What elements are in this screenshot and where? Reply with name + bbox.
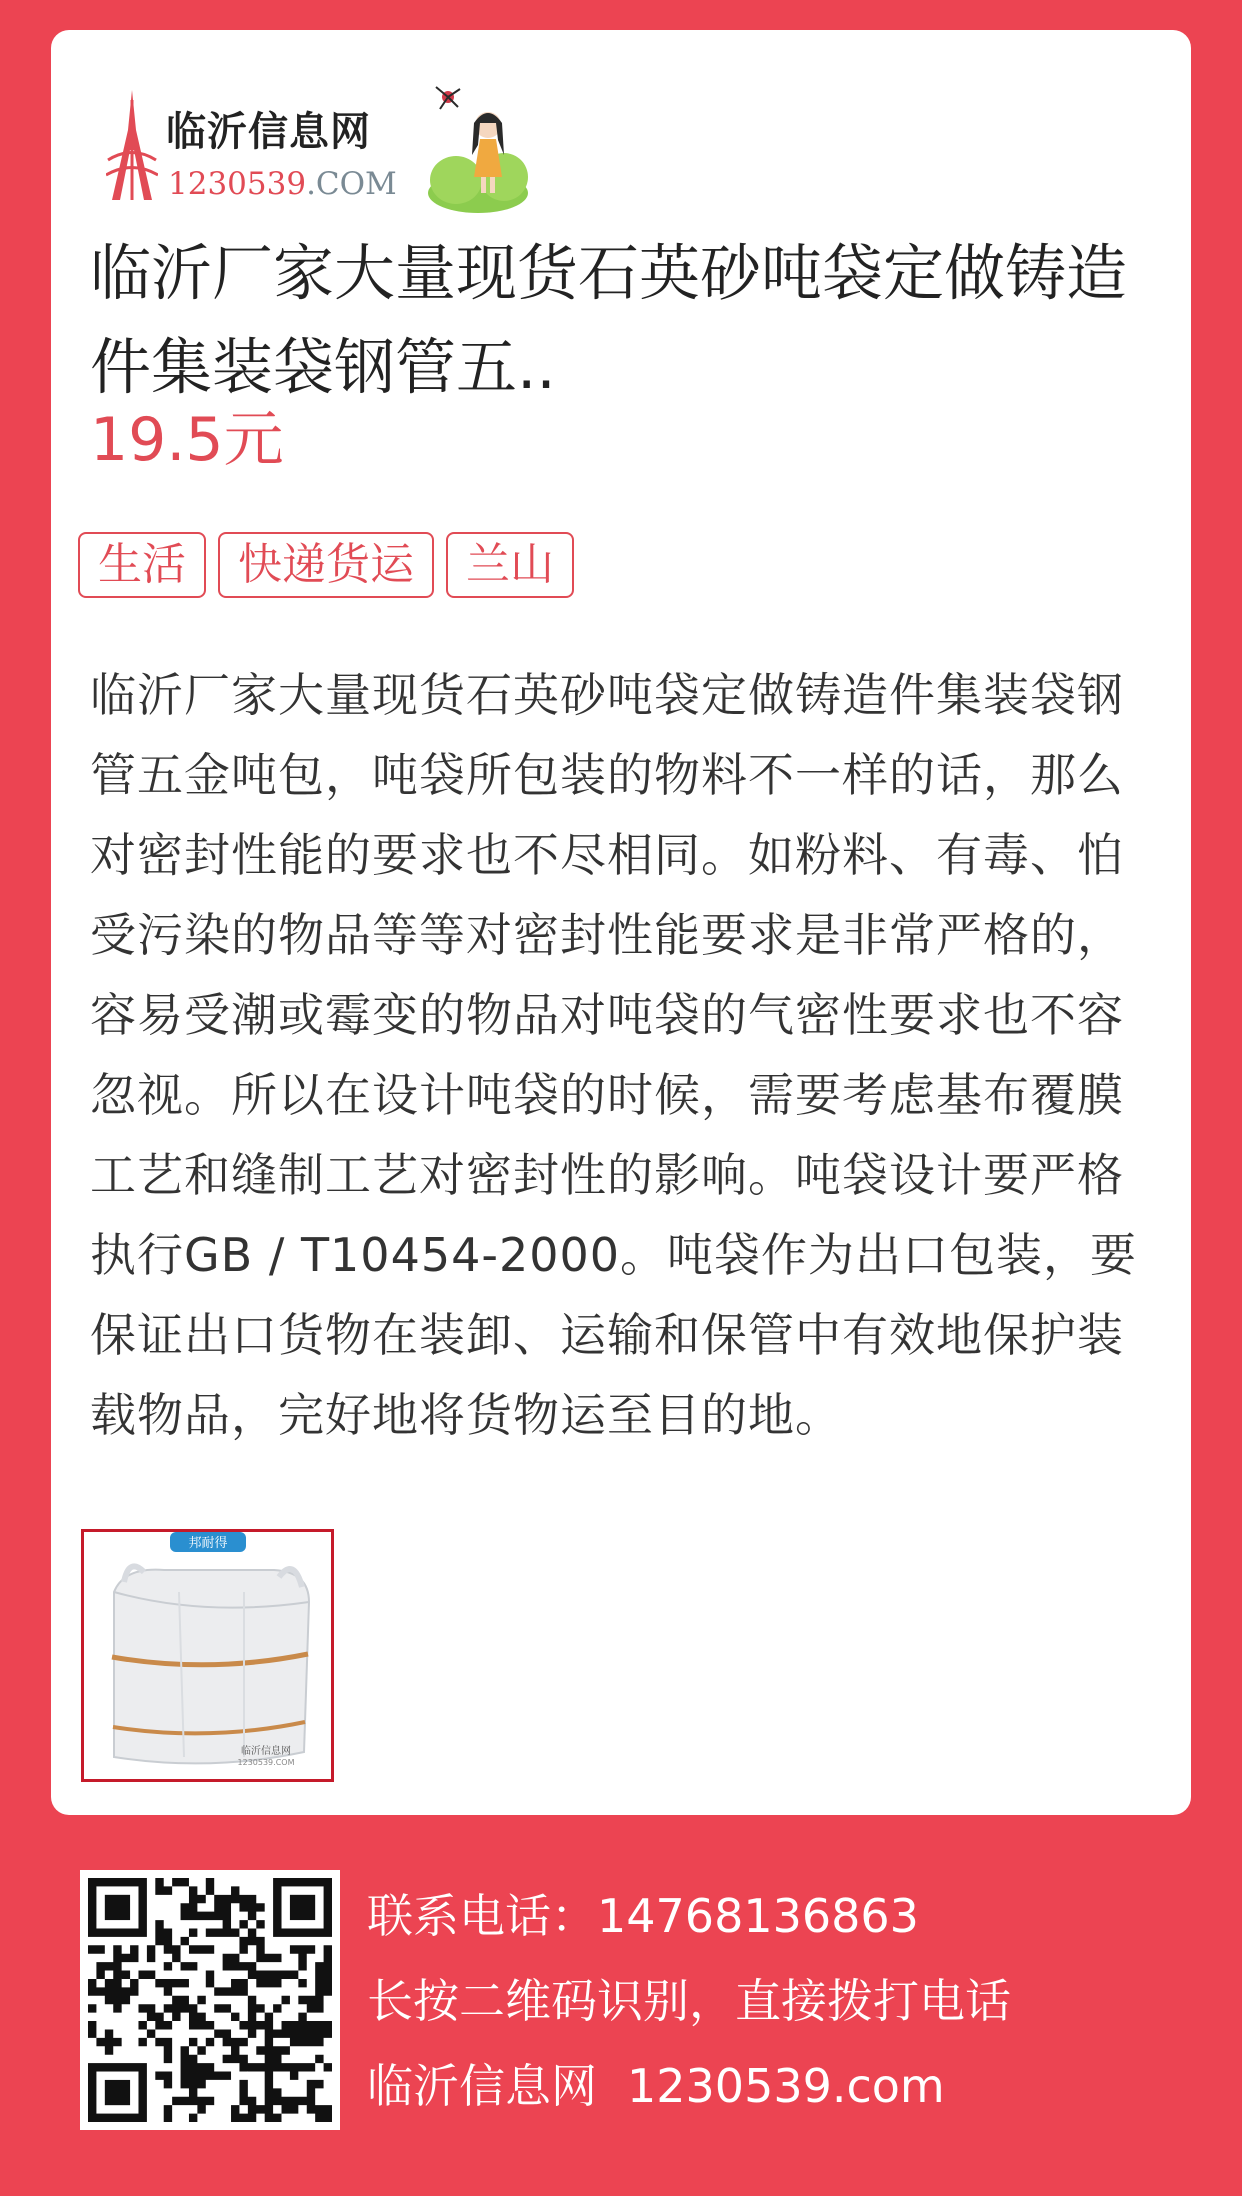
site-logo[interactable] [106, 60, 536, 220]
image-watermark-domain: 1230539.COM [237, 1758, 295, 1767]
listing-description: 临沂厂家大量现货石英砂吨袋定做铸造件集装袋钢管五金吨包，吨袋所包装的物料不一样的话，那么对密封性能的要求也不尽相同。如粉料、有毒、怕受污染的物品等等对密封性能要求是非常严格的，容易受潮或霉变的物品对吨袋的气密性要求也不容忽视。所以在设计吨袋的时候，需要考虑基布覆膜工艺和缝制工艺对密封性的影响。吨袋设计要严格执行GB / T10454-2000。吨袋作为出口包装，要保证出口货物在装卸、运输和保管中有效地保护装载物品，完好地将货物运至目的地。 [90, 668, 1138, 1442]
image-badge-text: 邦耐得 [188, 1536, 228, 1551]
tag-category[interactable]: 生活 [78, 532, 206, 598]
footer-qr-hint: 长按二维码识别，直接拨打电话 [367, 1974, 1011, 2028]
tag-subcategory[interactable]: 快递货运 [218, 532, 434, 598]
footer-site-domain: 1230539.com [627, 2059, 945, 2113]
phone-number: 14768136863 [597, 1889, 919, 1943]
footer-phone[interactable] [367, 1880, 919, 1946]
logo-domain: 1230539.COM [168, 166, 397, 202]
qr-code-image [80, 1870, 340, 2130]
tower-logo-icon [106, 90, 158, 200]
listing-card [51, 30, 1191, 1815]
ton-bag-image [84, 1532, 331, 1779]
listing-price: 19.5元 [90, 405, 284, 475]
image-watermark-text: 临沂信息网 [241, 1746, 291, 1757]
product-image[interactable] [81, 1529, 334, 1782]
logo-site-name: 临沂信息网 [166, 108, 371, 155]
listing-title: 临沂厂家大量现货石英砂吨袋定做铸造件集装袋钢管五.. [90, 238, 1128, 403]
tag-list [78, 532, 574, 598]
mascot-girl-icon [426, 85, 531, 215]
tag-district[interactable]: 兰山 [446, 532, 574, 598]
footer-site-name: 临沂信息网 [367, 2059, 597, 2113]
qr-code[interactable] [80, 1870, 340, 2130]
footer-site[interactable] [367, 2050, 945, 2116]
phone-label: 联系电话： [367, 1889, 597, 1943]
